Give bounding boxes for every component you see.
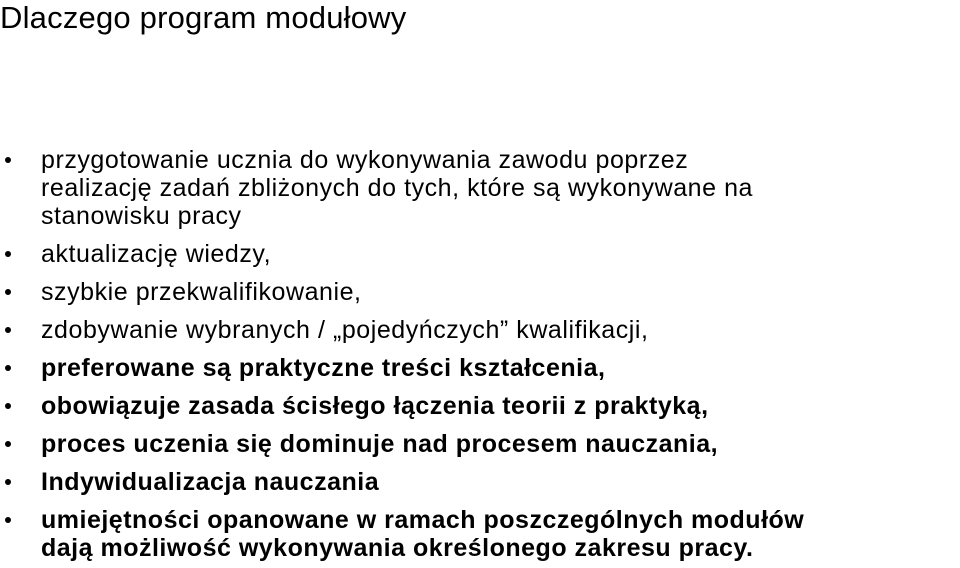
- bullet-dot-icon: [5, 441, 11, 447]
- bullet-item: [0, 392, 960, 420]
- bullet-item: [0, 316, 960, 344]
- bullet-line: proces uczenia się dominuje nad procesem nauczania,: [41, 430, 719, 458]
- bullet-item: [0, 468, 960, 496]
- bullet-item: [0, 146, 960, 230]
- bullet-line: zdobywanie wybranych / „pojedyńczych” kwalifikacji,: [41, 316, 649, 344]
- bullet-line: dają możliwość wykonywania określonego zakresu pracy.: [41, 534, 754, 562]
- bullet-line: przygotowanie ucznia do wykonywania zawodu poprzez: [41, 146, 689, 174]
- bullet-item: [0, 506, 960, 562]
- bullet-dot-icon: [5, 479, 11, 485]
- bullet-line: aktualizację wiedzy,: [41, 240, 272, 268]
- bullet-line: preferowane są praktyczne treści kształcenia,: [41, 354, 606, 382]
- bullet-item: [0, 430, 960, 458]
- bullet-item: [0, 240, 960, 268]
- slide-title: Dlaczego program modułowy: [0, 0, 407, 35]
- bullet-line: szybkie przekwalifikowanie,: [41, 278, 362, 306]
- bullet-dot-icon: [5, 517, 11, 523]
- bullet-line: obowiązuje zasada ścisłego łączenia teorii z praktyką,: [41, 392, 709, 420]
- bullet-dot-icon: [5, 327, 11, 333]
- bullet-line: umiejętności opanowane w ramach poszczególnych modułów: [41, 506, 805, 534]
- bullet-line: stanowisku pracy: [41, 202, 242, 230]
- bullet-dot-icon: [5, 289, 11, 295]
- bullet-dot-icon: [5, 365, 11, 371]
- bullet-list: [0, 146, 960, 568]
- bullet-line: realizację zadań zbliżonych do tych, które są wykonywane na: [41, 174, 753, 202]
- bullet-line: Indywidualizacja nauczania: [41, 468, 380, 496]
- bullet-item: [0, 354, 960, 382]
- bullet-dot-icon: [5, 251, 11, 257]
- bullet-dot-icon: [5, 157, 11, 163]
- bullet-dot-icon: [5, 403, 11, 409]
- bullet-item: [0, 278, 960, 306]
